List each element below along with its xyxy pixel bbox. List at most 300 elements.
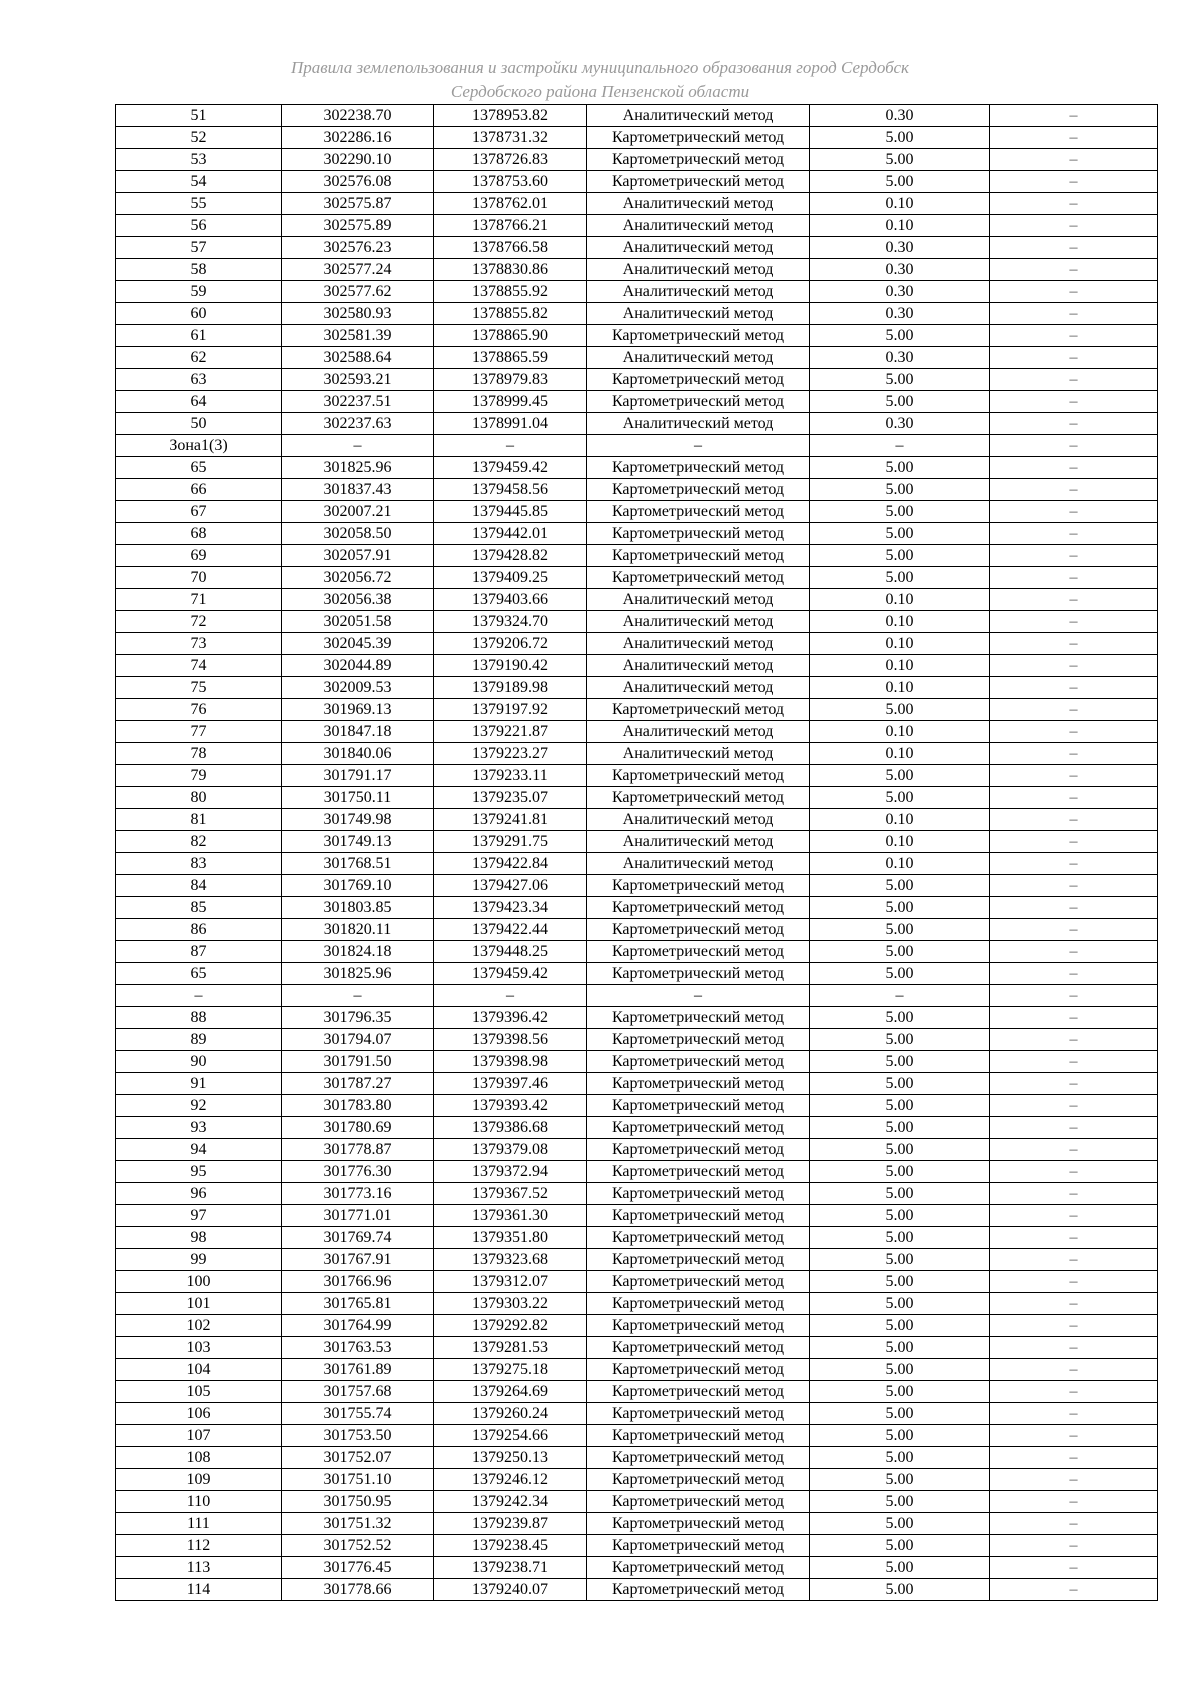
table-row <box>116 1249 1158 1271</box>
table-row <box>116 1381 1158 1403</box>
table-row <box>116 611 1158 633</box>
x-coordinate-cell: 302238.70 <box>282 105 434 127</box>
x-coordinate-cell: 301771.01 <box>282 1205 434 1227</box>
dash-cell: – <box>990 435 1158 457</box>
accuracy-cell: 0.10 <box>810 677 990 699</box>
method-cell: Картометрический метод <box>587 1513 810 1535</box>
table-row <box>116 545 1158 567</box>
table-row <box>116 875 1158 897</box>
method-cell: Аналитический метод <box>587 611 810 633</box>
point-number-cell: 105 <box>116 1381 282 1403</box>
accuracy-cell: 5.00 <box>810 1337 990 1359</box>
table-row <box>116 941 1158 963</box>
table-row <box>116 1051 1158 1073</box>
accuracy-cell: 5.00 <box>810 1513 990 1535</box>
method-cell: Аналитический метод <box>587 193 810 215</box>
method-cell: Аналитический метод <box>587 259 810 281</box>
dash-cell: – <box>990 215 1158 237</box>
dash-cell: – <box>990 787 1158 809</box>
table-row <box>116 105 1158 127</box>
y-coordinate-cell: 1379442.01 <box>434 523 587 545</box>
table-row <box>116 127 1158 149</box>
point-number-cell: 106 <box>116 1403 282 1425</box>
y-coordinate-cell: 1379250.13 <box>434 1447 587 1469</box>
table-row <box>116 1161 1158 1183</box>
x-coordinate-cell: 302580.93 <box>282 303 434 325</box>
table-row <box>116 633 1158 655</box>
dash-cell: – <box>990 1315 1158 1337</box>
point-number-cell: 67 <box>116 501 282 523</box>
accuracy-cell: 5.00 <box>810 567 990 589</box>
x-coordinate-cell: 301780.69 <box>282 1117 434 1139</box>
point-number-cell: 78 <box>116 743 282 765</box>
method-cell: Аналитический метод <box>587 831 810 853</box>
point-number-cell: 74 <box>116 655 282 677</box>
table-row <box>116 457 1158 479</box>
table-row <box>116 1491 1158 1513</box>
accuracy-cell: 5.00 <box>810 545 990 567</box>
y-coordinate-cell: 1379239.87 <box>434 1513 587 1535</box>
point-number-cell: Зона1(3) <box>116 435 282 457</box>
method-cell: Аналитический метод <box>587 237 810 259</box>
y-coordinate-cell: 1379233.11 <box>434 765 587 787</box>
y-coordinate-cell: 1378999.45 <box>434 391 587 413</box>
method-cell: Картометрический метод <box>587 787 810 809</box>
y-coordinate-cell: 1379281.53 <box>434 1337 587 1359</box>
dash-cell: – <box>990 369 1158 391</box>
y-coordinate-cell: 1379264.69 <box>434 1381 587 1403</box>
x-coordinate-cell: 301840.06 <box>282 743 434 765</box>
table-row <box>116 589 1158 611</box>
method-cell: Аналитический метод <box>587 721 810 743</box>
dash-cell: – <box>990 831 1158 853</box>
dash-cell: – <box>990 149 1158 171</box>
method-cell: Картометрический метод <box>587 1271 810 1293</box>
y-coordinate-cell: 1379458.56 <box>434 479 587 501</box>
accuracy-cell: 5.00 <box>810 1051 990 1073</box>
y-coordinate-cell: 1379386.68 <box>434 1117 587 1139</box>
y-coordinate-cell: 1379396.42 <box>434 1007 587 1029</box>
point-number-cell: – <box>116 985 282 1007</box>
x-coordinate-cell: 301847.18 <box>282 721 434 743</box>
method-cell: Картометрический метод <box>587 941 810 963</box>
point-number-cell: 107 <box>116 1425 282 1447</box>
accuracy-cell: – <box>810 985 990 1007</box>
point-number-cell: 59 <box>116 281 282 303</box>
table-row <box>116 1095 1158 1117</box>
method-cell: Картометрический метод <box>587 1161 810 1183</box>
dash-cell: – <box>990 1205 1158 1227</box>
x-coordinate-cell: – <box>282 985 434 1007</box>
x-coordinate-cell: 302009.53 <box>282 677 434 699</box>
dash-cell: – <box>990 127 1158 149</box>
y-coordinate-cell: 1379189.98 <box>434 677 587 699</box>
x-coordinate-cell: 302593.21 <box>282 369 434 391</box>
accuracy-cell: 0.10 <box>810 589 990 611</box>
y-coordinate-cell: 1379445.85 <box>434 501 587 523</box>
dash-cell: – <box>990 391 1158 413</box>
accuracy-cell: 5.00 <box>810 1249 990 1271</box>
x-coordinate-cell: 302056.38 <box>282 589 434 611</box>
y-coordinate-cell: 1379398.98 <box>434 1051 587 1073</box>
y-coordinate-cell: 1379235.07 <box>434 787 587 809</box>
method-cell: Картометрический метод <box>587 457 810 479</box>
x-coordinate-cell: 301791.17 <box>282 765 434 787</box>
table-row <box>116 1205 1158 1227</box>
accuracy-cell: 0.30 <box>810 281 990 303</box>
point-number-cell: 55 <box>116 193 282 215</box>
method-cell: Картометрический метод <box>587 1205 810 1227</box>
accuracy-cell: – <box>810 435 990 457</box>
y-coordinate-cell: 1379428.82 <box>434 545 587 567</box>
accuracy-cell: 5.00 <box>810 1403 990 1425</box>
dash-cell: – <box>990 589 1158 611</box>
table-row <box>116 831 1158 853</box>
accuracy-cell: 0.10 <box>810 611 990 633</box>
accuracy-cell: 0.10 <box>810 831 990 853</box>
x-coordinate-cell: 302045.39 <box>282 633 434 655</box>
accuracy-cell: 0.10 <box>810 193 990 215</box>
x-coordinate-cell: 301765.81 <box>282 1293 434 1315</box>
table-row <box>116 1183 1158 1205</box>
table-row <box>116 1073 1158 1095</box>
x-coordinate-cell: 302237.63 <box>282 413 434 435</box>
x-coordinate-cell: 301750.11 <box>282 787 434 809</box>
accuracy-cell: 5.00 <box>810 1535 990 1557</box>
dash-cell: – <box>990 1139 1158 1161</box>
point-number-cell: 58 <box>116 259 282 281</box>
y-coordinate-cell: 1379206.72 <box>434 633 587 655</box>
table-row <box>116 1535 1158 1557</box>
method-cell: Картометрический метод <box>587 1447 810 1469</box>
x-coordinate-cell: 301767.91 <box>282 1249 434 1271</box>
dash-cell: – <box>990 1117 1158 1139</box>
point-number-cell: 92 <box>116 1095 282 1117</box>
table-row <box>116 699 1158 721</box>
x-coordinate-cell: 301824.18 <box>282 941 434 963</box>
accuracy-cell: 5.00 <box>810 127 990 149</box>
table-row <box>116 237 1158 259</box>
y-coordinate-cell: 1379246.12 <box>434 1469 587 1491</box>
point-number-cell: 94 <box>116 1139 282 1161</box>
method-cell: Аналитический метод <box>587 303 810 325</box>
dash-cell: – <box>990 1161 1158 1183</box>
dash-cell: – <box>990 347 1158 369</box>
table-row <box>116 765 1158 787</box>
dash-cell: – <box>990 1051 1158 1073</box>
method-cell: Аналитический метод <box>587 809 810 831</box>
y-coordinate-cell: 1379197.92 <box>434 699 587 721</box>
y-coordinate-cell: 1378753.60 <box>434 171 587 193</box>
x-coordinate-cell: 302577.62 <box>282 281 434 303</box>
dash-cell: – <box>990 479 1158 501</box>
method-cell: Аналитический метод <box>587 281 810 303</box>
method-cell: Аналитический метод <box>587 655 810 677</box>
point-number-cell: 98 <box>116 1227 282 1249</box>
y-coordinate-cell: – <box>434 435 587 457</box>
accuracy-cell: 0.30 <box>810 237 990 259</box>
x-coordinate-cell: 301803.85 <box>282 897 434 919</box>
accuracy-cell: 5.00 <box>810 523 990 545</box>
point-number-cell: 56 <box>116 215 282 237</box>
dash-cell: – <box>990 193 1158 215</box>
table-row <box>116 369 1158 391</box>
header-line-1: Правила землепользования и застройки муниципального образования город Сердобск <box>290 58 909 77</box>
x-coordinate-cell: 301751.32 <box>282 1513 434 1535</box>
point-number-cell: 114 <box>116 1579 282 1601</box>
table-row <box>116 919 1158 941</box>
dash-cell: – <box>990 853 1158 875</box>
dash-cell: – <box>990 1337 1158 1359</box>
x-coordinate-cell: – <box>282 435 434 457</box>
method-cell: Картометрический метод <box>587 1029 810 1051</box>
y-coordinate-cell: 1378830.86 <box>434 259 587 281</box>
accuracy-cell: 5.00 <box>810 941 990 963</box>
x-coordinate-cell: 301757.68 <box>282 1381 434 1403</box>
x-coordinate-cell: 302057.91 <box>282 545 434 567</box>
dash-cell: – <box>990 1095 1158 1117</box>
y-coordinate-cell: 1379372.94 <box>434 1161 587 1183</box>
dash-cell: – <box>990 677 1158 699</box>
table-row <box>116 215 1158 237</box>
method-cell: Картометрический метод <box>587 1491 810 1513</box>
table-row <box>116 1227 1158 1249</box>
method-cell: Картометрический метод <box>587 171 810 193</box>
table-row <box>116 1403 1158 1425</box>
accuracy-cell: 5.00 <box>810 1293 990 1315</box>
method-cell: Аналитический метод <box>587 347 810 369</box>
point-number-cell: 95 <box>116 1161 282 1183</box>
y-coordinate-cell: 1379361.30 <box>434 1205 587 1227</box>
accuracy-cell: 5.00 <box>810 1007 990 1029</box>
method-cell: Картометрический метод <box>587 501 810 523</box>
y-coordinate-cell: 1378855.92 <box>434 281 587 303</box>
dash-cell: – <box>990 941 1158 963</box>
y-coordinate-cell: 1378865.90 <box>434 325 587 347</box>
accuracy-cell: 5.00 <box>810 1095 990 1117</box>
method-cell: Картометрический метод <box>587 479 810 501</box>
table-row <box>116 787 1158 809</box>
y-coordinate-cell: 1379223.27 <box>434 743 587 765</box>
point-number-cell: 65 <box>116 963 282 985</box>
y-coordinate-cell: 1379409.25 <box>434 567 587 589</box>
dash-cell: – <box>990 325 1158 347</box>
point-number-cell: 70 <box>116 567 282 589</box>
x-coordinate-cell: 301751.10 <box>282 1469 434 1491</box>
table-row <box>116 1425 1158 1447</box>
x-coordinate-cell: 302058.50 <box>282 523 434 545</box>
point-number-cell: 84 <box>116 875 282 897</box>
point-number-cell: 77 <box>116 721 282 743</box>
point-number-cell: 64 <box>116 391 282 413</box>
table-row <box>116 985 1158 1007</box>
point-number-cell: 109 <box>116 1469 282 1491</box>
dash-cell: – <box>990 281 1158 303</box>
method-cell: Картометрический метод <box>587 1315 810 1337</box>
y-coordinate-cell: 1379397.46 <box>434 1073 587 1095</box>
accuracy-cell: 5.00 <box>810 1161 990 1183</box>
x-coordinate-cell: 301787.27 <box>282 1073 434 1095</box>
y-coordinate-cell: 1378731.32 <box>434 127 587 149</box>
dash-cell: – <box>990 963 1158 985</box>
table-row <box>116 567 1158 589</box>
dash-cell: – <box>990 1469 1158 1491</box>
header-line-2: Сердобского района Пензенской области <box>450 82 750 101</box>
method-cell: Картометрический метод <box>587 127 810 149</box>
point-number-cell: 85 <box>116 897 282 919</box>
y-coordinate-cell: 1379240.07 <box>434 1579 587 1601</box>
point-number-cell: 60 <box>116 303 282 325</box>
point-number-cell: 51 <box>116 105 282 127</box>
table-row <box>116 1117 1158 1139</box>
y-coordinate-cell: 1379422.44 <box>434 919 587 941</box>
point-number-cell: 54 <box>116 171 282 193</box>
dash-cell: – <box>990 633 1158 655</box>
dash-cell: – <box>990 1029 1158 1051</box>
x-coordinate-cell: 301778.66 <box>282 1579 434 1601</box>
accuracy-cell: 5.00 <box>810 1447 990 1469</box>
x-coordinate-cell: 302577.24 <box>282 259 434 281</box>
x-coordinate-cell: 302051.58 <box>282 611 434 633</box>
point-number-cell: 62 <box>116 347 282 369</box>
table-row <box>116 479 1158 501</box>
table-row <box>116 721 1158 743</box>
table-row <box>116 1557 1158 1579</box>
point-number-cell: 113 <box>116 1557 282 1579</box>
dash-cell: – <box>990 699 1158 721</box>
dash-cell: – <box>990 897 1158 919</box>
y-coordinate-cell: 1378953.82 <box>434 105 587 127</box>
dash-cell: – <box>990 1579 1158 1601</box>
accuracy-cell: 5.00 <box>810 1491 990 1513</box>
method-cell: Картометрический метод <box>587 1183 810 1205</box>
method-cell: Картометрический метод <box>587 149 810 171</box>
accuracy-cell: 0.30 <box>810 259 990 281</box>
point-number-cell: 53 <box>116 149 282 171</box>
y-coordinate-cell: – <box>434 985 587 1007</box>
accuracy-cell: 5.00 <box>810 699 990 721</box>
table-row <box>116 1447 1158 1469</box>
method-cell: Аналитический метод <box>587 677 810 699</box>
y-coordinate-cell: 1379422.84 <box>434 853 587 875</box>
table-row <box>116 1337 1158 1359</box>
dash-cell: – <box>990 809 1158 831</box>
y-coordinate-cell: 1378865.59 <box>434 347 587 369</box>
x-coordinate-cell: 302044.89 <box>282 655 434 677</box>
x-coordinate-cell: 301749.13 <box>282 831 434 853</box>
accuracy-cell: 5.00 <box>810 919 990 941</box>
dash-cell: – <box>990 237 1158 259</box>
point-number-cell: 88 <box>116 1007 282 1029</box>
method-cell: Картометрический метод <box>587 875 810 897</box>
table-row <box>116 1359 1158 1381</box>
point-number-cell: 61 <box>116 325 282 347</box>
accuracy-cell: 5.00 <box>810 457 990 479</box>
y-coordinate-cell: 1379241.81 <box>434 809 587 831</box>
x-coordinate-cell: 301763.53 <box>282 1337 434 1359</box>
method-cell: Картометрический метод <box>587 1381 810 1403</box>
y-coordinate-cell: 1379323.68 <box>434 1249 587 1271</box>
x-coordinate-cell: 302007.21 <box>282 501 434 523</box>
table-row <box>116 435 1158 457</box>
dash-cell: – <box>990 721 1158 743</box>
y-coordinate-cell: 1379423.34 <box>434 897 587 919</box>
point-number-cell: 68 <box>116 523 282 545</box>
method-cell: Картометрический метод <box>587 1073 810 1095</box>
y-coordinate-cell: 1379221.87 <box>434 721 587 743</box>
method-cell: Картометрический метод <box>587 325 810 347</box>
x-coordinate-cell: 301766.96 <box>282 1271 434 1293</box>
dash-cell: – <box>990 985 1158 1007</box>
table-row <box>116 897 1158 919</box>
accuracy-cell: 5.00 <box>810 1315 990 1337</box>
method-cell: Аналитический метод <box>587 413 810 435</box>
dash-cell: – <box>990 1359 1158 1381</box>
accuracy-cell: 0.10 <box>810 809 990 831</box>
x-coordinate-cell: 302290.10 <box>282 149 434 171</box>
method-cell: Картометрический метод <box>587 523 810 545</box>
table-row <box>116 677 1158 699</box>
point-number-cell: 82 <box>116 831 282 853</box>
table-row <box>116 413 1158 435</box>
y-coordinate-cell: 1379292.82 <box>434 1315 587 1337</box>
point-number-cell: 93 <box>116 1117 282 1139</box>
point-number-cell: 91 <box>116 1073 282 1095</box>
dash-cell: – <box>990 259 1158 281</box>
y-coordinate-cell: 1379275.18 <box>434 1359 587 1381</box>
x-coordinate-cell: 301750.95 <box>282 1491 434 1513</box>
y-coordinate-cell: 1379242.34 <box>434 1491 587 1513</box>
method-cell: Аналитический метод <box>587 633 810 655</box>
accuracy-cell: 5.00 <box>810 149 990 171</box>
accuracy-cell: 5.00 <box>810 391 990 413</box>
y-coordinate-cell: 1379403.66 <box>434 589 587 611</box>
accuracy-cell: 5.00 <box>810 1579 990 1601</box>
accuracy-cell: 0.10 <box>810 633 990 655</box>
table-row <box>116 523 1158 545</box>
point-number-cell: 89 <box>116 1029 282 1051</box>
point-number-cell: 112 <box>116 1535 282 1557</box>
x-coordinate-cell: 301783.80 <box>282 1095 434 1117</box>
table-row <box>116 325 1158 347</box>
accuracy-cell: 5.00 <box>810 1139 990 1161</box>
accuracy-cell: 5.00 <box>810 1381 990 1403</box>
x-coordinate-cell: 302588.64 <box>282 347 434 369</box>
method-cell: Картометрический метод <box>587 1117 810 1139</box>
point-number-cell: 87 <box>116 941 282 963</box>
x-coordinate-cell: 302237.51 <box>282 391 434 413</box>
method-cell: Аналитический метод <box>587 743 810 765</box>
y-coordinate-cell: 1379398.56 <box>434 1029 587 1051</box>
dash-cell: – <box>990 611 1158 633</box>
point-number-cell: 110 <box>116 1491 282 1513</box>
dash-cell: – <box>990 919 1158 941</box>
method-cell: Картометрический метод <box>587 1425 810 1447</box>
dash-cell: – <box>990 1403 1158 1425</box>
x-coordinate-cell: 301769.74 <box>282 1227 434 1249</box>
point-number-cell: 57 <box>116 237 282 259</box>
y-coordinate-cell: 1379303.22 <box>434 1293 587 1315</box>
page-header <box>0 56 1200 104</box>
accuracy-cell: 5.00 <box>810 479 990 501</box>
y-coordinate-cell: 1379459.42 <box>434 963 587 985</box>
x-coordinate-cell: 301825.96 <box>282 963 434 985</box>
method-cell: Картометрический метод <box>587 1337 810 1359</box>
accuracy-cell: 5.00 <box>810 897 990 919</box>
dash-cell: – <box>990 1249 1158 1271</box>
x-coordinate-cell: 301768.51 <box>282 853 434 875</box>
point-number-cell: 52 <box>116 127 282 149</box>
